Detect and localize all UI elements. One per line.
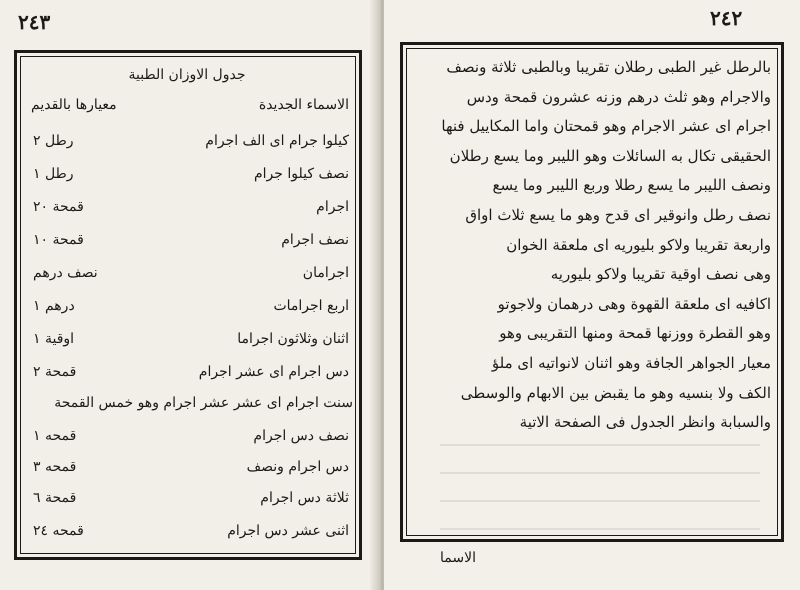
row-value: قمحه ١ <box>33 428 77 444</box>
text-line: وهى نصف اوقية تقريبا ولاكو بليوريه <box>550 265 771 284</box>
row-value: رطل ١ <box>33 166 74 182</box>
row-name: اربع اجرامات <box>273 298 349 314</box>
row-value: نصف درهم <box>33 265 98 281</box>
row-name: نصف دس اجرام <box>253 428 349 444</box>
row-value: قمحه ٢٤ <box>33 523 84 539</box>
row-name: دس اجرام ونصف <box>246 459 349 475</box>
table-row <box>25 490 349 514</box>
table-row <box>25 331 349 355</box>
table-title: جدول الاوزان الطبية <box>128 67 246 83</box>
table-header-row <box>31 97 349 113</box>
row-value: قمحة ١٠ <box>33 232 84 248</box>
row-value: قمحه ٣ <box>33 459 77 475</box>
table-row <box>25 166 349 190</box>
table-row <box>25 428 349 452</box>
text-line: الكف ولا بنسيه وهو ما يقبض بين الابهام والوسطى <box>460 383 771 402</box>
body-text <box>415 53 771 438</box>
row-name: اجرام <box>316 199 349 215</box>
text-line: اكافيه اى ملعقة القهوة وهى درهمان ولاجوتو <box>497 294 771 313</box>
table-row <box>25 232 349 256</box>
left-page <box>0 0 380 590</box>
right-page-number: ٢٤٢ <box>710 6 743 30</box>
row-name: دس اجرام اى عشر اجرام <box>198 364 349 380</box>
table-row <box>25 523 349 547</box>
table-row <box>25 459 349 483</box>
text-line: اجرام اى عشر الاجرام وهو قمحتان واما المكاييل فنها <box>441 117 771 136</box>
table-row <box>25 133 349 157</box>
text-line: بالرطل غير الطبى رطلان تقريبا وبالطبى ثلاثة ونصف <box>446 58 771 76</box>
text-line: ونصف الليبر ما يسع رطلا وربع الليبر وما يسع <box>492 176 771 195</box>
text-line: والسبابة وانظر الجدول فى الصفحة الاتية <box>519 413 771 432</box>
row-value: رطل ٢ <box>33 133 74 149</box>
row-name: اثنى عشر دس اجرام <box>227 523 349 539</box>
bleed-through-shadow <box>440 440 760 530</box>
row-value: قمحة ٢٠ <box>33 199 84 215</box>
left-page-number: ٢٤٣ <box>18 10 51 34</box>
row-value: قمحة ٢ <box>33 364 77 380</box>
row-name: ثلاثة دس اجرام <box>260 490 349 506</box>
weights-table-frame <box>14 50 362 560</box>
column-header-new-names: الاسماء الجديدة <box>258 97 349 113</box>
row-name: نصف اجرام <box>281 232 349 248</box>
table-row <box>25 265 349 289</box>
row-name: كيلوا جرام اى الف اجرام <box>205 133 349 149</box>
text-line: والاجرام وهو ثلث درهم وزنه عشرون قمحة ودس <box>466 87 771 106</box>
column-header-old-standard: معيارها بالقديم <box>31 97 117 113</box>
text-line: نصف رطل وانوقير اى قدح وهو ما يسع ثلاث اواق <box>465 205 771 224</box>
catchword: الاسما <box>440 550 476 566</box>
text-line: الحقيقى تكال به السائلات وهو الليبر وما يسع رطلان <box>449 146 771 165</box>
row-name: اثنان وثلاثون اجراما <box>237 331 349 347</box>
table-row <box>25 199 349 223</box>
row-name: سنت اجرام اى عشر عشر اجرام وهو خمس القمحة <box>54 395 353 411</box>
row-value: قمحة ٦ <box>33 490 77 506</box>
row-name: اجرامان <box>302 265 349 281</box>
row-name: نصف كيلوا جرام <box>253 166 349 182</box>
text-line: وهو القطرة ووزنها قمحة ومنها التقريبى وهو <box>499 324 771 343</box>
table-row <box>25 298 349 322</box>
table-row <box>25 395 353 419</box>
row-value: اوقية ١ <box>33 331 75 347</box>
table-row <box>25 364 349 388</box>
text-line: معيار الجواهر الجافة وهو اثنان لانواتيه اى ملؤ <box>491 353 771 372</box>
text-line: واربعة تقريبا ولاكو بليوريه اى ملعقة الخوان <box>506 235 771 254</box>
row-value: درهم ١ <box>33 298 75 314</box>
